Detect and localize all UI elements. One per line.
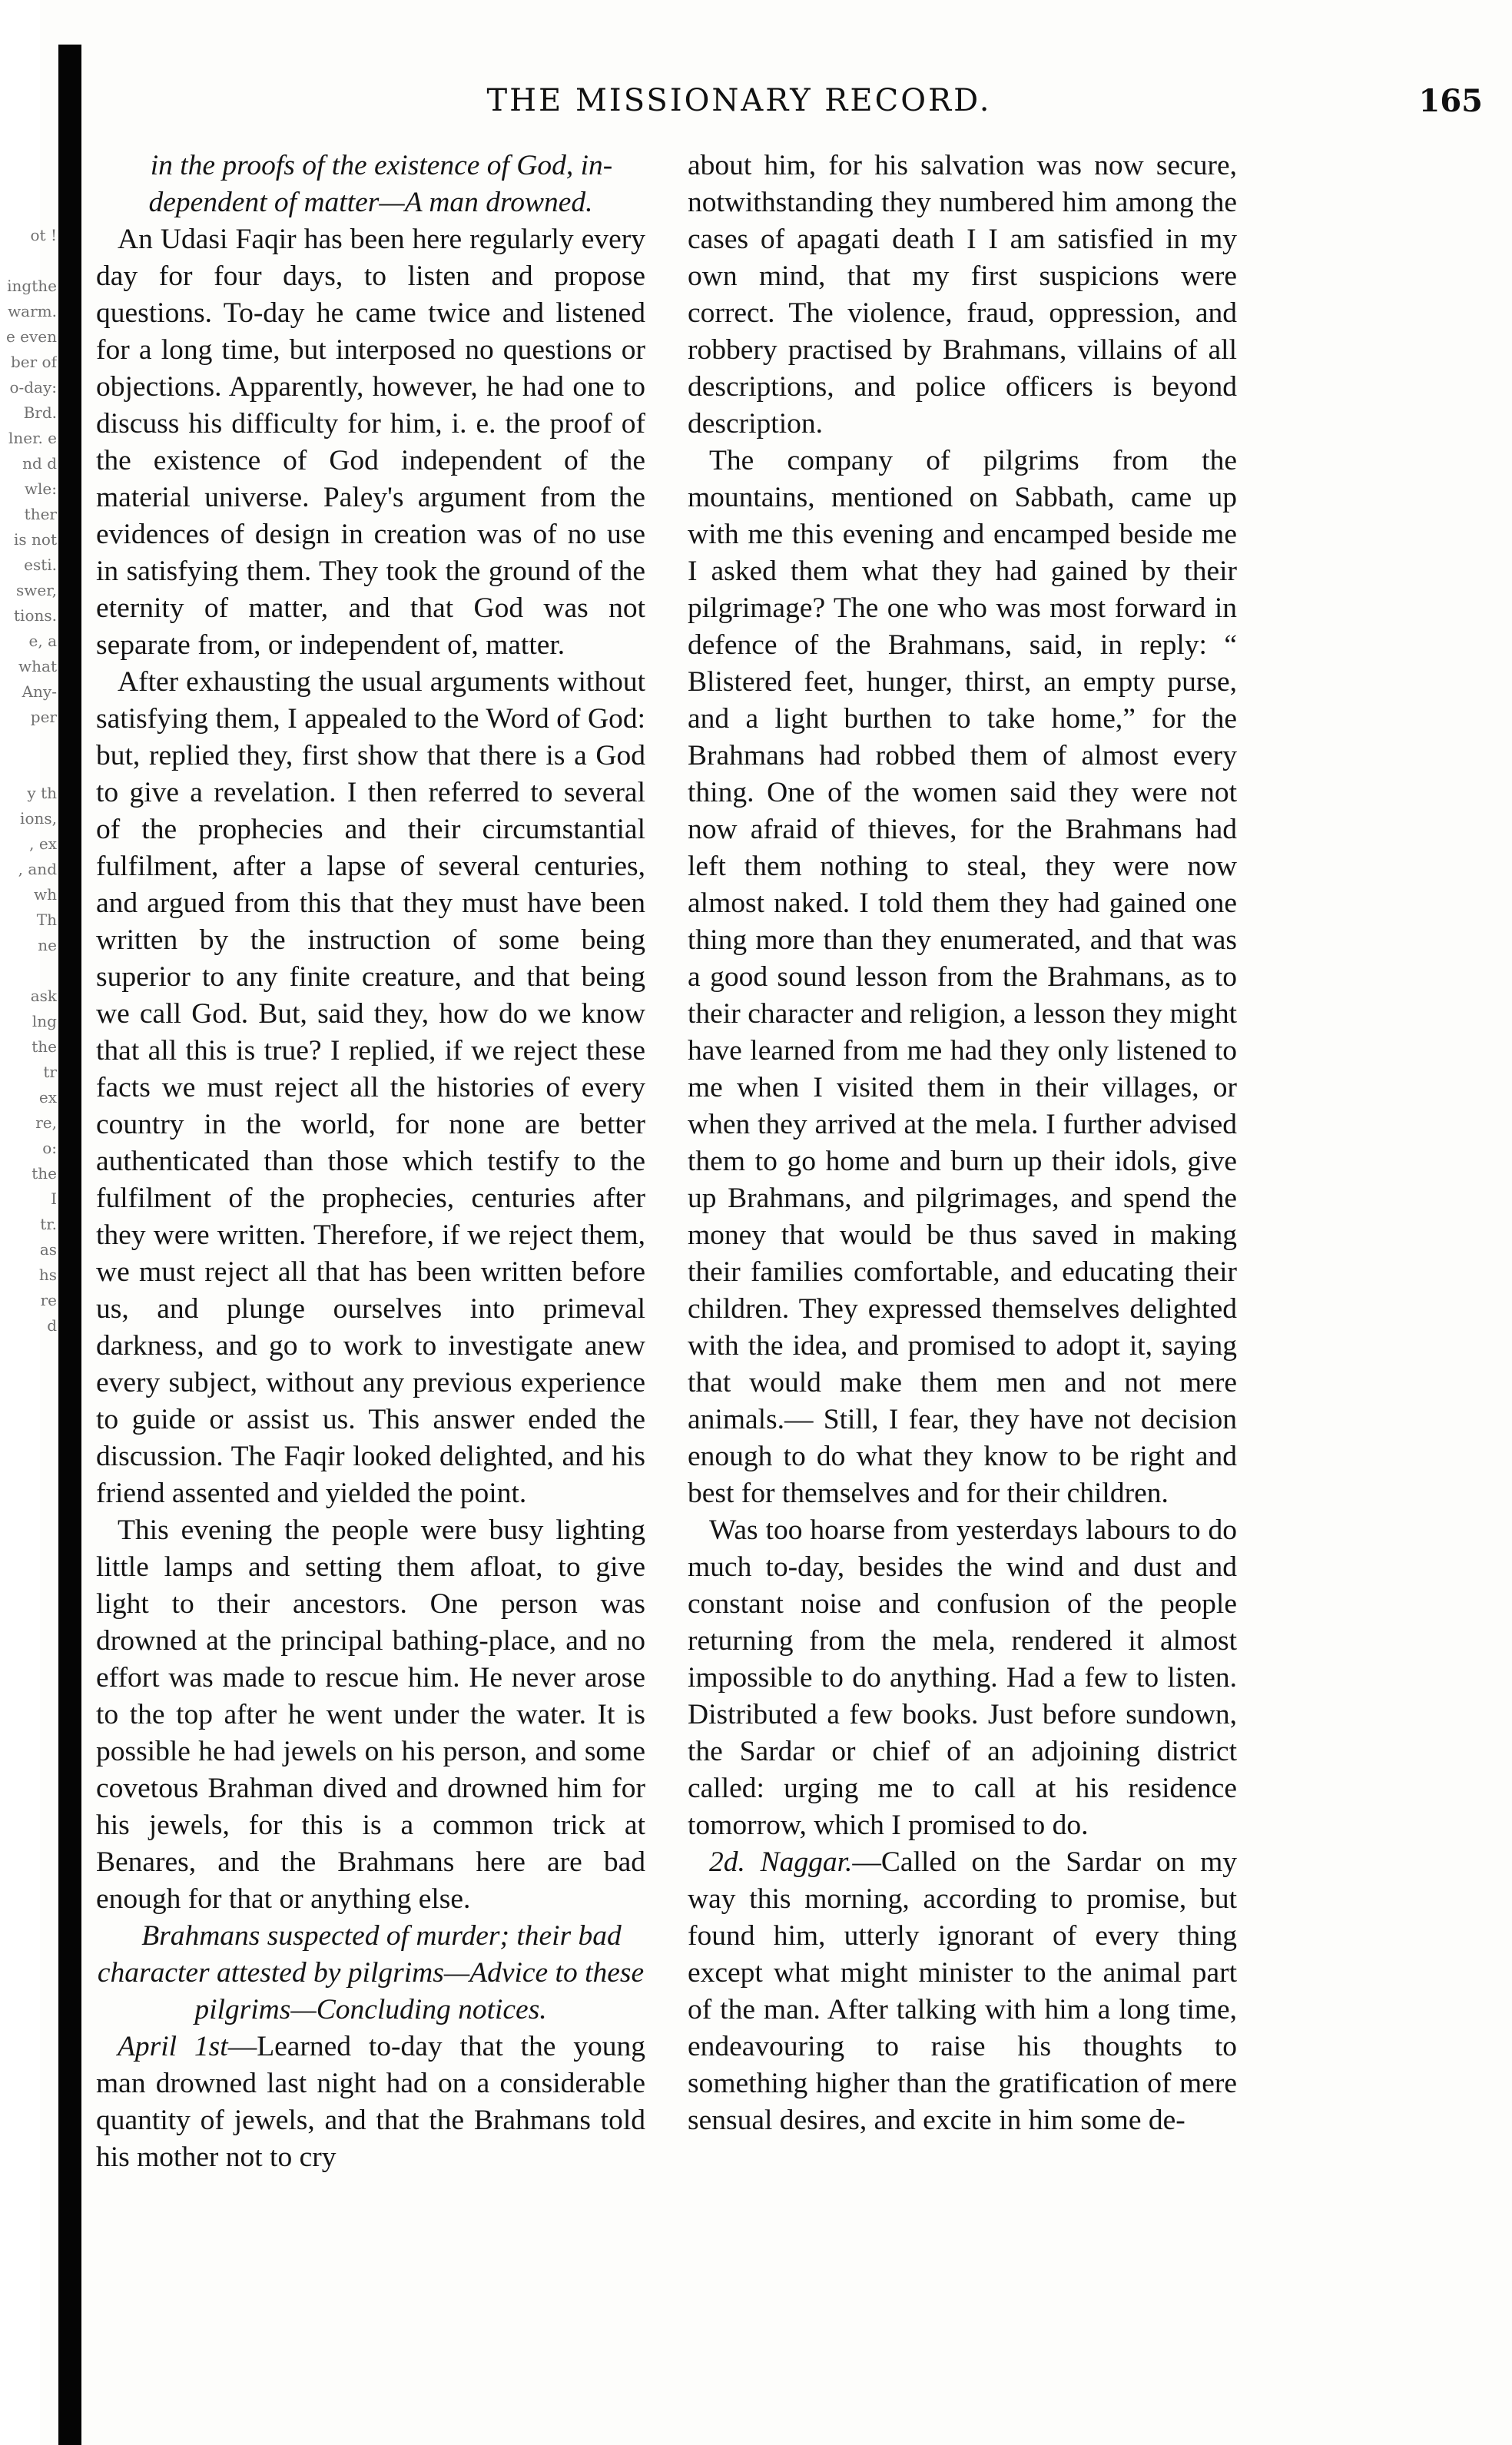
margin-fragment: y th bbox=[27, 784, 57, 802]
margin-fragment: ingthe bbox=[7, 277, 57, 295]
margin-fragment: ions, bbox=[20, 809, 57, 828]
margin-fragment: , ex bbox=[29, 834, 57, 853]
margin-fragment: the bbox=[32, 1037, 57, 1056]
margin-fragment: e, a bbox=[28, 632, 57, 650]
margin-fragment: tr bbox=[43, 1063, 57, 1081]
margin-fragment: warm. bbox=[8, 302, 57, 320]
margin-fragment bbox=[3, 958, 57, 984]
paragraph: This evening the people were busy lighting little lamps and setting them afloat, to give light to their ancestors. One person was drowned at the principal bathing-place, and no effort was made to rescue him. He never arose to the top after he went under the water. It is possible he had jewels on his person, and some covetous Brahman dived and drowned him for his jewels, for this is a common trick at Benares, and the Brahmans here are bad enough for that or anything else. bbox=[96, 1514, 645, 1915]
page-number: 165 bbox=[1418, 83, 1483, 119]
margin-fragment: , and bbox=[18, 860, 57, 878]
margin-fragment: ot ! bbox=[30, 226, 57, 244]
dated-text: —Called on the Sardar on my way this morning, according to promise, but found him, utterly ignorant of every thing except what might minister to the animal part of the man. After talking with him a long time, endeavouring to raise his thoughts to something higher than the gratification of mere sensual desires, and excite in him some de- bbox=[688, 1846, 1237, 2136]
margin-fragment: lner. e bbox=[8, 429, 57, 447]
paragraph-dated bbox=[688, 1844, 1237, 2139]
left-column bbox=[96, 148, 645, 2176]
margin-fragment: re bbox=[40, 1291, 57, 1309]
paragraph: Was too hoarse from yesterdays labours to do much to-day, besides the wind and dust and constant noise and confusion of the people returning from the mela, rendered it almost impossible to do anything. Had a few to listen. Distributed a few books. Just before sundown, the Sardar or chief of an adjoining district called: urging me to call at his residence tomorrow, which I promised to do. bbox=[688, 1514, 1237, 1841]
margin-fragment: hs bbox=[38, 1266, 57, 1284]
margin-fragment: wh bbox=[34, 885, 57, 904]
dateline: 2d. Naggar. bbox=[709, 1846, 853, 1878]
paragraph: The company of pilgrims from the mountains, mentioned on Sabbath, came up with me this evening and encamped beside me I asked them what they had gained by their pilgrimage? The one who was most forward in defence of the Brahmans, said, in reply: “ Blistered feet, hunger, thirst, an empty purse, and a light burthen to take home,” for the Brahmans had robbed them of almost every thing. One of the women said they were not now afraid of thieves, for the Brahmans had left them nothing to steal, they were now almost naked. I told them they had gained one thing more than they enumerated, and that was a good sound lesson from the Brahmans, as to their character and religion, a lesson they might have learned from me had they only listened to me when I visited them in their villages, or when they arrived at the mela. I further advised them to go home and burn up their idols, give up Brahmans, and pilgrimages, and spend the money that would be thus saved in making their families comfortable, and educating their children. They expressed themselves delighted with the idea, and promised to adopt it, saying that would make them men and not mere animals.— Still, I fear, they have not decision enough to do what they know to be right and best for themselves and for their children. bbox=[688, 445, 1237, 1509]
margin-fragment: Brd. bbox=[23, 403, 57, 422]
margin-fragment: tr. bbox=[40, 1215, 57, 1233]
margin-fragment: e even bbox=[5, 327, 57, 346]
margin-fragment: d bbox=[47, 1316, 57, 1335]
margin-fragment: ther bbox=[24, 505, 57, 523]
margin-fragment bbox=[3, 755, 57, 781]
gutter-shadow bbox=[58, 45, 81, 2445]
margin-fragment: per bbox=[30, 708, 57, 726]
margin-fragment: esti. bbox=[24, 556, 57, 574]
margin-fragment: ex bbox=[38, 1088, 57, 1106]
section-heading-2: Brahmans suspected of murder; their bad character attested by pilgrims—Advice to these pilgrims—Concluding notices. bbox=[97, 1920, 645, 2025]
margin-fragment bbox=[3, 730, 57, 755]
margin-fragment: Any- bbox=[22, 682, 57, 701]
paragraph: An Udasi Faqir has been here regularly every day for four days, to listen and propose questions. To-day he came twice and listened for a long time, but interposed no questions or objections. Apparently, however, he had one to discuss his difficulty for him, i. e. the proof of the existence of God independent of the material universe. Paley's argument from the evidences of design in creation was of no use in satisfying them. They took the ground of the eternity of matter, and that God was not separate from, or independent of, matter. bbox=[96, 224, 645, 661]
previous-page-margin-fragments bbox=[3, 223, 57, 1529]
margin-fragment: swer, bbox=[16, 581, 57, 599]
margin-fragment bbox=[3, 248, 57, 274]
right-column bbox=[688, 148, 1237, 2139]
margin-fragment: as bbox=[39, 1240, 57, 1259]
margin-fragment: wle: bbox=[24, 479, 57, 498]
section-heading-1: in the proofs of the existence of God, in-dependent of matter—A man drowned. bbox=[148, 150, 613, 218]
margin-fragment: ask bbox=[30, 987, 57, 1005]
journal-title: THE MISSIONARY RECORD. bbox=[486, 83, 992, 118]
dated-text: —Learned to-day that the young man drowned last night had on a considerable quantity of jewels, and that the Brahmans told his mother not to cry bbox=[96, 2031, 645, 2173]
margin-fragment: is not bbox=[14, 530, 57, 549]
running-head bbox=[100, 83, 1483, 129]
margin-fragment: lng bbox=[32, 1012, 57, 1030]
margin-fragment: o-day: bbox=[9, 378, 57, 396]
margin-fragment: nd d bbox=[22, 454, 57, 473]
margin-fragment: re, bbox=[35, 1113, 57, 1132]
margin-fragment: tions. bbox=[14, 606, 57, 625]
margin-fragment: the bbox=[32, 1164, 57, 1183]
margin-fragment: ne bbox=[38, 936, 57, 954]
margin-fragment: Th bbox=[36, 911, 57, 929]
paragraph-continued: about him, for his salvation was now secure, notwithstanding they numbered him among the cases of apagati death I I am satisfied in my own mind, that my first suspicions were correct. The violence, fraud, oppression, and robbery practised by Brahmans, villains of all descriptions, and police officers is beyond description. bbox=[688, 150, 1237, 440]
margin-fragment: o: bbox=[42, 1139, 57, 1157]
margin-fragment: what bbox=[18, 657, 57, 675]
paragraph: After exhausting the usual arguments without satisfying them, I appealed to the Word of God: but, replied they, first show that there is a God to give a revelation. I then referred to several of the prophecies and their circumstantial fulfilment, after a lapse of several centuries, and argued from this that they must have been written by the instruction of some being superior to any finite creature, and that being we call God. But, said they, how do we know that all this is true? I replied, if we reject these facts we must reject all the histories of every country in the world, for none are better authenticated than those which testify to the fulfilment of the prophecies, centuries after they were written. Therefore, if we reject them, we must reject all that has been written before us, and plunge ourselves into primeval darkness, and go to work to investigate anew every subject, without any previous experience to guide or assist us. This answer ended the discussion. The Faqir looked delighted, and his friend assented and yielded the point. bbox=[96, 666, 645, 1509]
dateline: April 1st bbox=[118, 2031, 228, 2062]
margin-fragment: I bbox=[51, 1189, 57, 1208]
paragraph-dated bbox=[96, 2029, 645, 2176]
margin-fragment: ber of bbox=[11, 353, 57, 371]
